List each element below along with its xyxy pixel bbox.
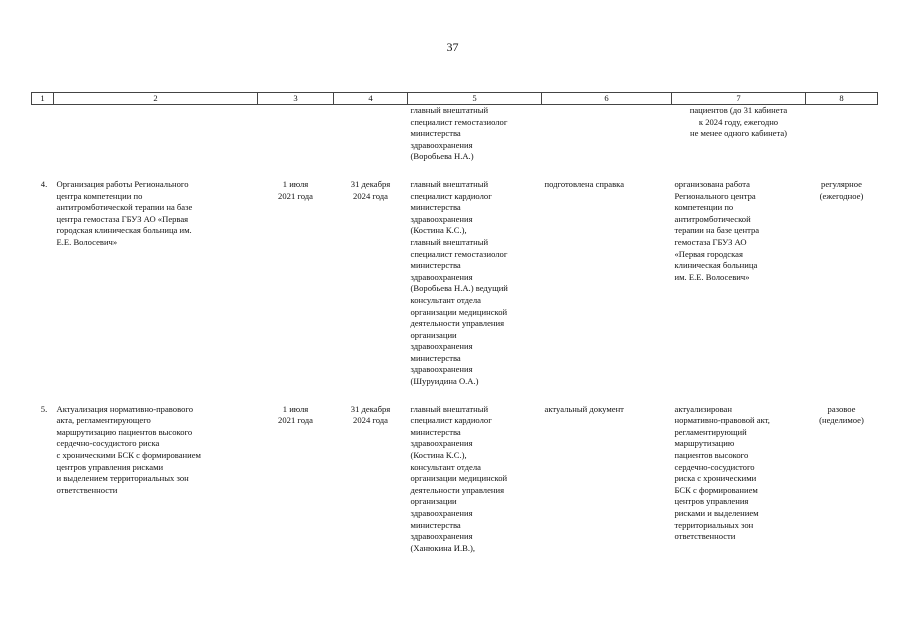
responsible-cell: главный внештатный специалист кардиолог министерства здравоохранения (Костина К.С.), главный внештатный специалист гемостазиолог министерства здравоохранения (Воробьева Н.А.) ведущий консультант отдела организации медицинской деятельности управления организации здравоохранения министерства здравоохранения (Шуруидина О.А.) — [410, 178, 508, 387]
document-cell: актуальный документ — [544, 403, 624, 414]
frequency-cell: регулярное (ежегодное) — [819, 178, 864, 201]
page-number: 37 — [446, 40, 459, 54]
column-header: 3 — [258, 93, 334, 105]
column-header: 8 — [806, 93, 878, 105]
column-header: 7 — [672, 93, 806, 105]
end-date-cell: 31 декабря 2024 года — [350, 178, 391, 201]
end-date-cell: 31 декабря 2024 года — [350, 403, 391, 426]
result-cell: актуализирован нормативно-правовой акт, регламентирующий маршрутизацию пациентов высокого сердечно-сосудистого риска с хроническими БСК с формированием центров управления рисками и выделением территориальных зон ответственности — [674, 403, 770, 542]
column-header: 2 — [54, 93, 258, 105]
column-header-row — [32, 93, 878, 105]
responsible-cell: главный внештатный специалист гемостазиолог министерства здравоохранения (Воробьева Н.А.) — [410, 105, 508, 162]
result-cell: организована работа Регионального центра компетенции по антитромботической терапии на базе центра гемостаза ГБУЗ АО «Первая городская клиническая больница им. Е.Е. Волосевич» — [674, 178, 760, 282]
table-row — [32, 179, 878, 388]
row-number: 4. — [40, 178, 48, 189]
table-row — [32, 404, 878, 555]
activity-name-cell: Организация работы Регионального центра компетенции по антитромботической терапии на базе центра гемостаза ГБУЗ АО «Первая городская клиническая больница им. Е.Е. Волосевич» — [56, 178, 193, 247]
column-header: 6 — [542, 93, 672, 105]
responsible-cell: главный внештатный специалист кардиолог министерства здравоохранения (Костина К.С.), консультант отдела организации медицинской деятельности управления организации здравоохранения министерства здравоохранения (Ханюкина И.В.), — [410, 403, 508, 553]
result-cell: пациентов (до 31 кабинета к 2024 году, ежегодно не менее одного кабинета) — [689, 105, 788, 139]
start-date-cell: 1 июля 2021 года — [278, 403, 313, 426]
activity-name-cell: Актуализация нормативно-правового акта, регламентирующего маршрутизацию пациентов высокого сердечно-сосудистого риска с хроническими БСК с формированием центров управления рисками и выделением территориальных зон ответственности — [56, 403, 201, 495]
plan-table — [31, 92, 878, 554]
start-date-cell: 1 июля 2021 года — [278, 178, 313, 201]
column-header: 5 — [408, 93, 542, 105]
document-cell: подготовлена справка — [544, 178, 625, 189]
row-number: 5. — [40, 403, 48, 414]
column-header: 1 — [32, 93, 54, 105]
continuation-row — [32, 105, 878, 163]
frequency-cell: разовое (неделимое) — [819, 403, 864, 426]
column-header: 4 — [334, 93, 408, 105]
